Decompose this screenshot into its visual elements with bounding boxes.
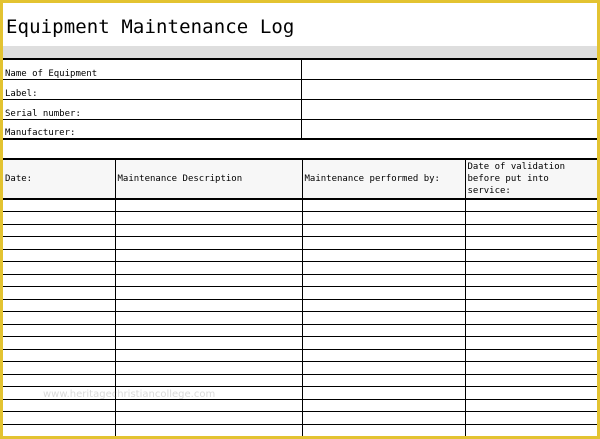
log-cell[interactable] [3, 287, 115, 300]
log-cell[interactable] [302, 312, 465, 325]
section-gap [3, 148, 597, 158]
log-cell[interactable] [302, 349, 465, 362]
log-cell[interactable] [115, 237, 302, 250]
log-row [3, 274, 597, 287]
info-field-value[interactable] [301, 59, 597, 79]
log-cell[interactable] [465, 424, 597, 437]
log-cell[interactable] [115, 274, 302, 287]
info-field-label: Manufacturer: [3, 119, 301, 139]
log-cell[interactable] [465, 349, 597, 362]
log-cell[interactable] [115, 424, 302, 437]
log-cell[interactable] [115, 199, 302, 212]
log-cell[interactable] [115, 287, 302, 300]
log-cell[interactable] [302, 237, 465, 250]
title-divider-band [3, 46, 597, 58]
log-row [3, 312, 597, 325]
log-cell[interactable] [3, 312, 115, 325]
log-cell[interactable] [465, 237, 597, 250]
log-cell[interactable] [115, 374, 302, 387]
log-cell[interactable] [3, 324, 115, 337]
log-column-header: Date: [3, 159, 115, 199]
log-cell[interactable] [115, 399, 302, 412]
log-cell[interactable] [3, 199, 115, 212]
log-cell[interactable] [115, 212, 302, 225]
log-cell[interactable] [302, 362, 465, 375]
log-cell[interactable] [115, 337, 302, 350]
log-cell[interactable] [465, 312, 597, 325]
log-cell[interactable] [465, 274, 597, 287]
log-cell[interactable] [465, 287, 597, 300]
log-cell[interactable] [3, 274, 115, 287]
log-cell[interactable] [302, 387, 465, 400]
log-cell[interactable] [465, 374, 597, 387]
info-field-value[interactable] [301, 119, 597, 139]
log-cell[interactable] [465, 324, 597, 337]
log-row [3, 337, 597, 350]
equipment-info-table [3, 58, 597, 140]
log-cell[interactable] [115, 324, 302, 337]
log-cell[interactable] [3, 399, 115, 412]
log-row [3, 299, 597, 312]
log-cell[interactable] [465, 299, 597, 312]
log-cell[interactable] [302, 287, 465, 300]
log-cell[interactable] [3, 412, 115, 425]
watermark-text: www.heritagechristiancollege.com [43, 389, 216, 400]
log-cell[interactable] [3, 299, 115, 312]
log-cell[interactable] [3, 249, 115, 262]
log-cell[interactable] [3, 212, 115, 225]
info-field-label: Label: [3, 79, 301, 99]
log-cell[interactable] [465, 212, 597, 225]
log-cell[interactable] [3, 424, 115, 437]
log-cell[interactable] [115, 312, 302, 325]
log-cell[interactable] [302, 412, 465, 425]
log-cell[interactable] [302, 374, 465, 387]
log-cell[interactable] [302, 337, 465, 350]
log-cell[interactable] [115, 362, 302, 375]
log-cell[interactable] [3, 349, 115, 362]
log-row [3, 249, 597, 262]
info-field-value[interactable] [301, 79, 597, 99]
log-cell[interactable] [465, 224, 597, 237]
info-row [3, 99, 597, 119]
log-row [3, 362, 597, 375]
log-cell[interactable] [3, 224, 115, 237]
info-row [3, 79, 597, 99]
info-row [3, 59, 597, 79]
log-cell[interactable] [3, 237, 115, 250]
log-cell[interactable] [115, 349, 302, 362]
log-row [3, 199, 597, 212]
log-row [3, 399, 597, 412]
log-row [3, 287, 597, 300]
log-cell[interactable] [115, 299, 302, 312]
log-cell[interactable] [302, 324, 465, 337]
info-field-value[interactable] [301, 99, 597, 119]
page-title: Equipment Maintenance Log [6, 16, 295, 38]
log-cell[interactable] [465, 249, 597, 262]
log-cell[interactable] [465, 199, 597, 212]
log-cell[interactable] [115, 249, 302, 262]
log-cell[interactable] [302, 274, 465, 287]
log-cell[interactable] [302, 212, 465, 225]
log-column-header: Maintenance Description [115, 159, 302, 199]
info-field-label: Name of Equipment [3, 59, 301, 79]
log-cell[interactable] [3, 337, 115, 350]
log-cell[interactable] [115, 412, 302, 425]
log-cell[interactable] [302, 262, 465, 275]
log-cell[interactable] [3, 362, 115, 375]
info-field-label: Serial number: [3, 99, 301, 119]
log-cell[interactable] [115, 262, 302, 275]
log-cell[interactable] [465, 337, 597, 350]
log-row [3, 237, 597, 250]
log-row [3, 374, 597, 387]
log-row [3, 212, 597, 225]
log-cell[interactable] [3, 262, 115, 275]
log-row [3, 224, 597, 237]
log-row [3, 262, 597, 275]
log-cell[interactable] [302, 249, 465, 262]
log-cell[interactable] [465, 387, 597, 400]
log-column-header: Date of validation before put into service: [465, 159, 597, 199]
log-row [3, 424, 597, 437]
log-cell[interactable] [302, 224, 465, 237]
log-cell[interactable] [302, 299, 465, 312]
log-cell[interactable] [115, 224, 302, 237]
log-column-header: Maintenance performed by: [302, 159, 465, 199]
log-row [3, 349, 597, 362]
log-row [3, 412, 597, 425]
log-cell[interactable] [465, 262, 597, 275]
log-cell[interactable] [465, 412, 597, 425]
log-cell[interactable] [3, 374, 115, 387]
log-cell[interactable] [302, 424, 465, 437]
info-row [3, 119, 597, 139]
log-cell[interactable] [465, 399, 597, 412]
log-row [3, 324, 597, 337]
log-cell[interactable] [302, 199, 465, 212]
log-cell[interactable] [465, 362, 597, 375]
log-cell[interactable] [302, 399, 465, 412]
